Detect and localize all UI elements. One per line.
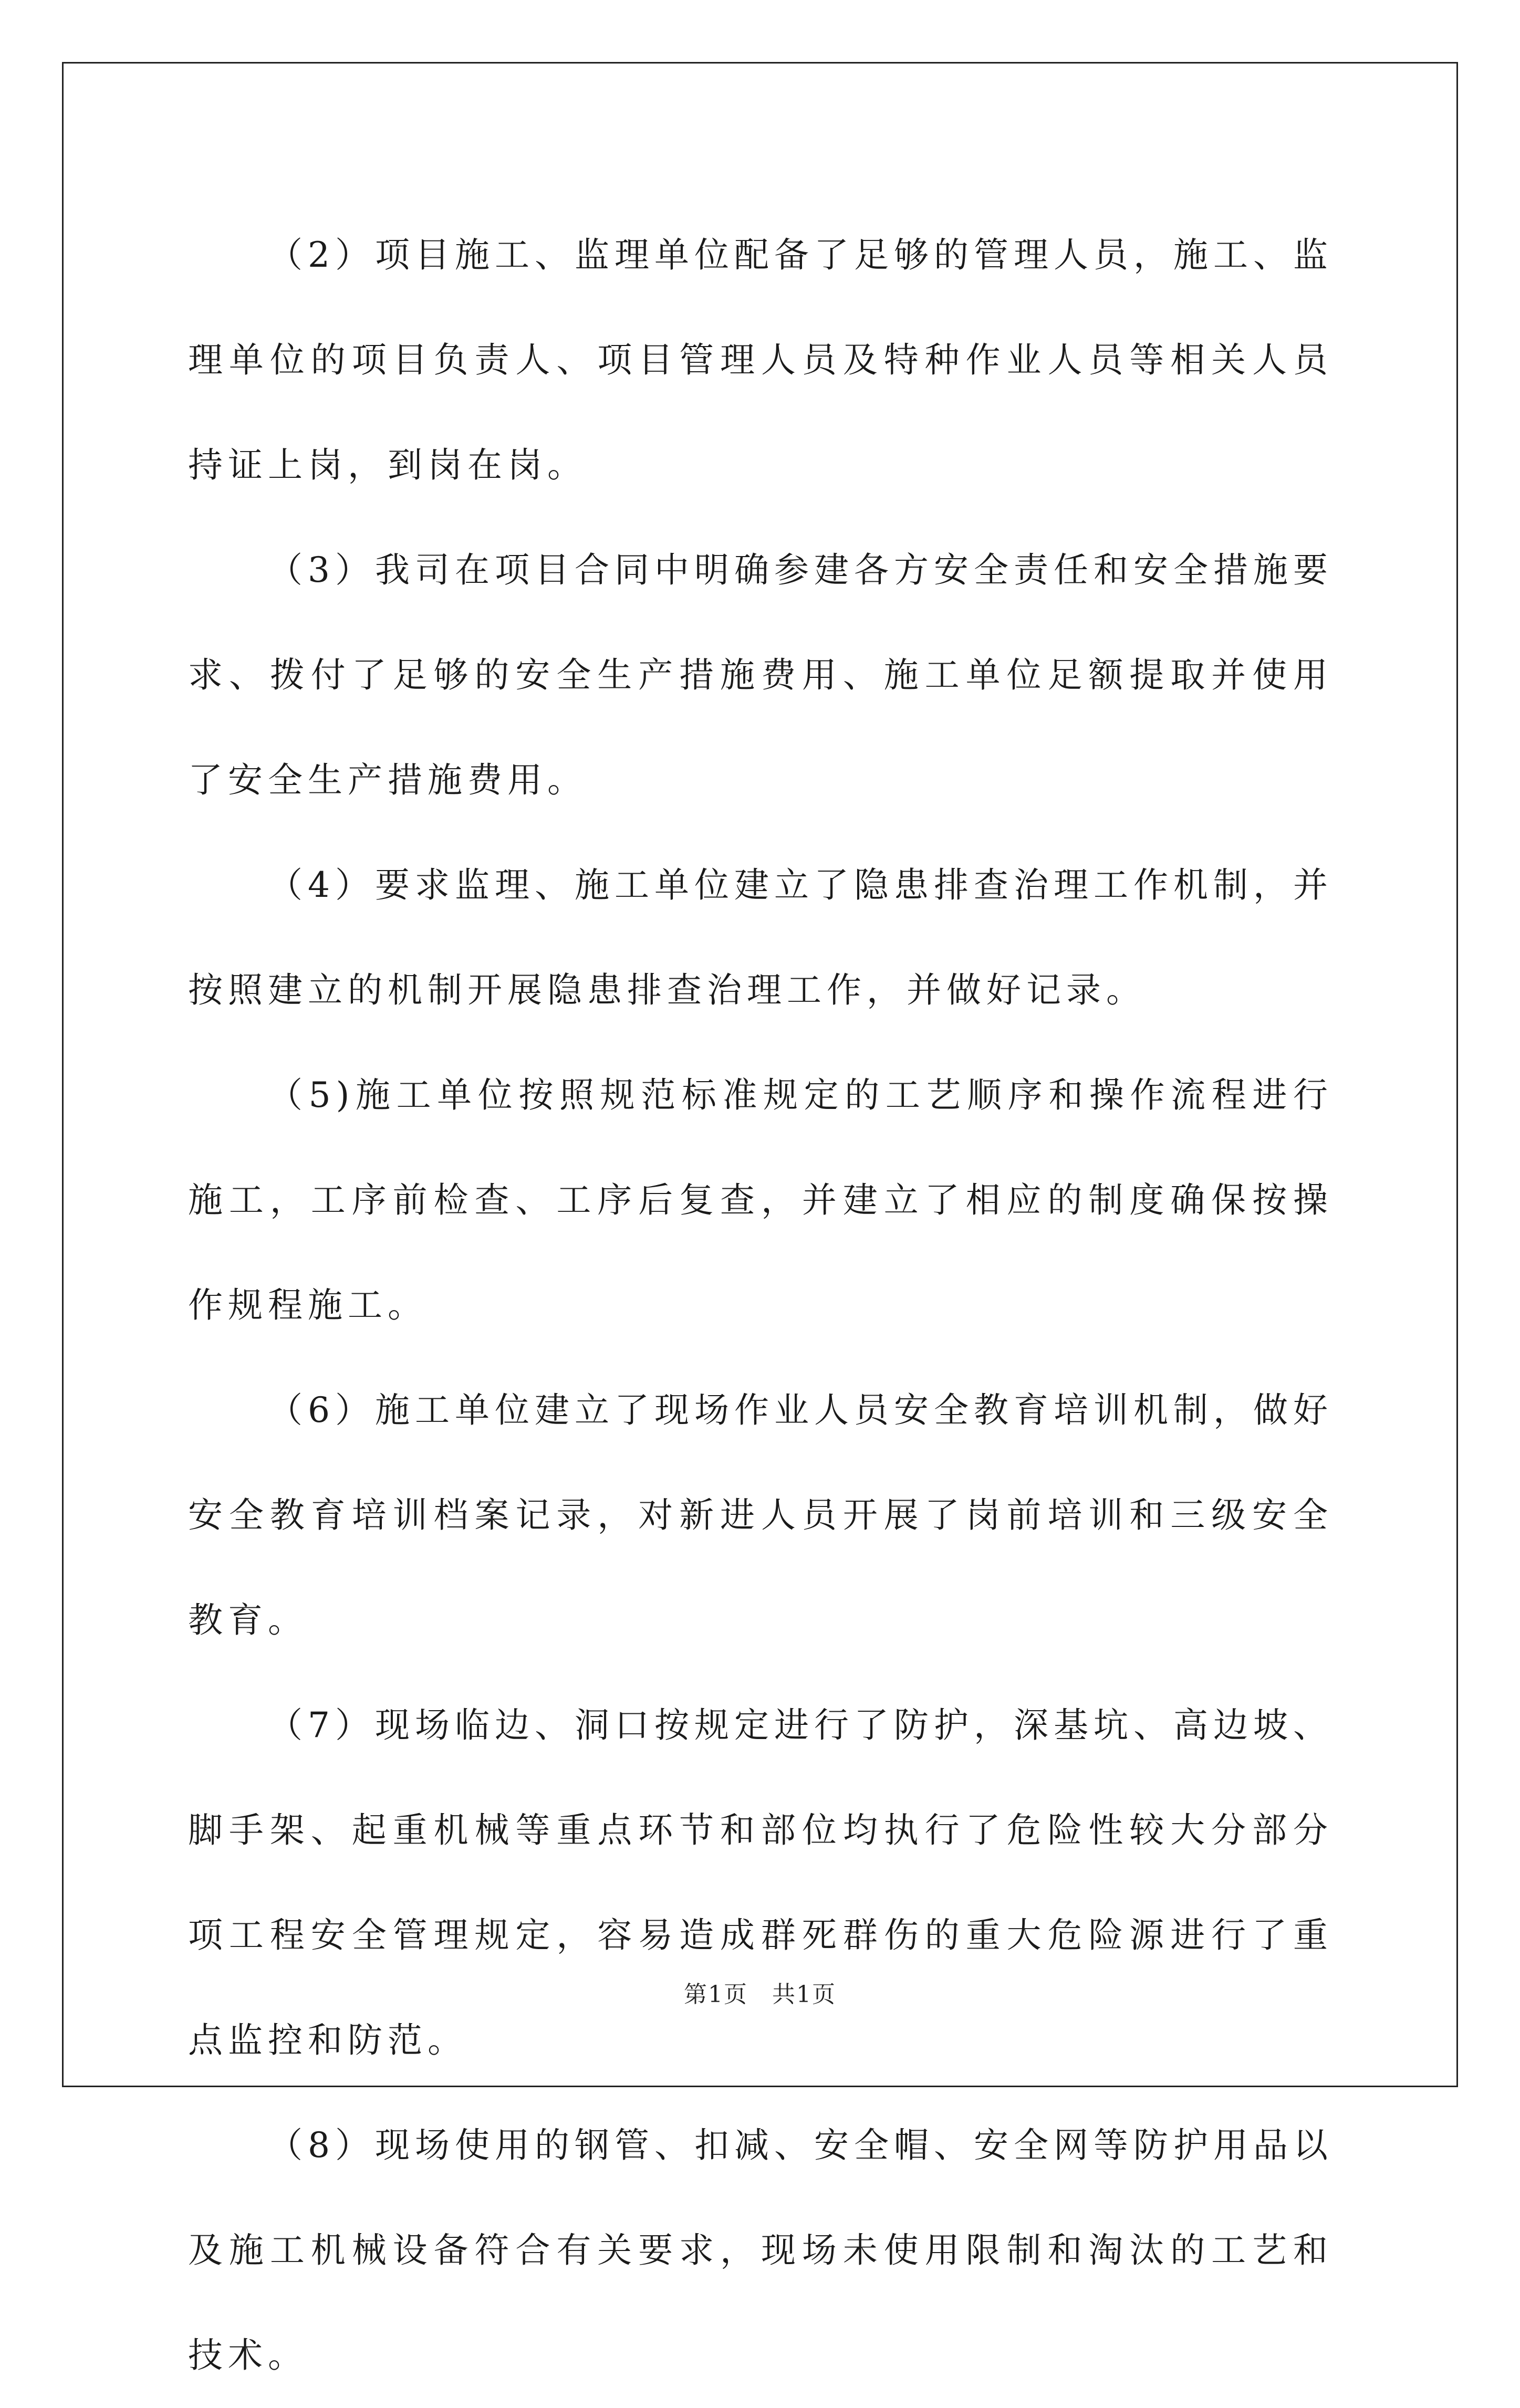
paragraph-3: （3）我司在项目合同中明确参建各方安全责任和安全措施要求、拨付了足够的安全生产措施费用、施工单位足额提取并使用了安全生产措施费用。 bbox=[188, 550, 1333, 800]
paragraph-2: （2）项目施工、监理单位配备了足够的管理人员，施工、监理单位的项目负责人、项目管理人员及特种作业人员等相关人员持证上岗，到岗在岗。 bbox=[188, 235, 1333, 485]
paragraph-4: （4）要求监理、施工单位建立了隐患排查治理工作机制，并按照建立的机制开展隐患排查治理工作，并做好记录。 bbox=[188, 865, 1333, 1010]
paragraph-5: （5)施工单位按照规范标准规定的工艺顺序和操作流程进行施工，工序前检查、工序后复查，并建立了相应的制度确保按操作规程施工。 bbox=[188, 1075, 1333, 1325]
paragraph-6: （6）施工单位建立了现场作业人员安全教育培训机制，做好安全教育培训档案记录，对新进人员开展了岗前培训和三级安全教育。 bbox=[188, 1390, 1333, 1640]
page-footer: 第1页 共1页 bbox=[684, 1981, 836, 2008]
paragraph-8: （8）现场使用的钢管、扣减、安全帽、安全网等防护用品以及施工机械设备符合有关要求，现场未使用限制和淘汰的工艺和技术。 bbox=[188, 2125, 1333, 2375]
paragraph-7: （7）现场临边、洞口按规定进行了防护，深基坑、高边坡、脚手架、起重机械等重点环节和部位均执行了危险性较大分部分项工程安全管理规定，容易造成群死群伤的重大危险源进行了重点监控和防范。 bbox=[188, 1705, 1333, 2060]
document-body bbox=[188, 203, 1333, 2408]
